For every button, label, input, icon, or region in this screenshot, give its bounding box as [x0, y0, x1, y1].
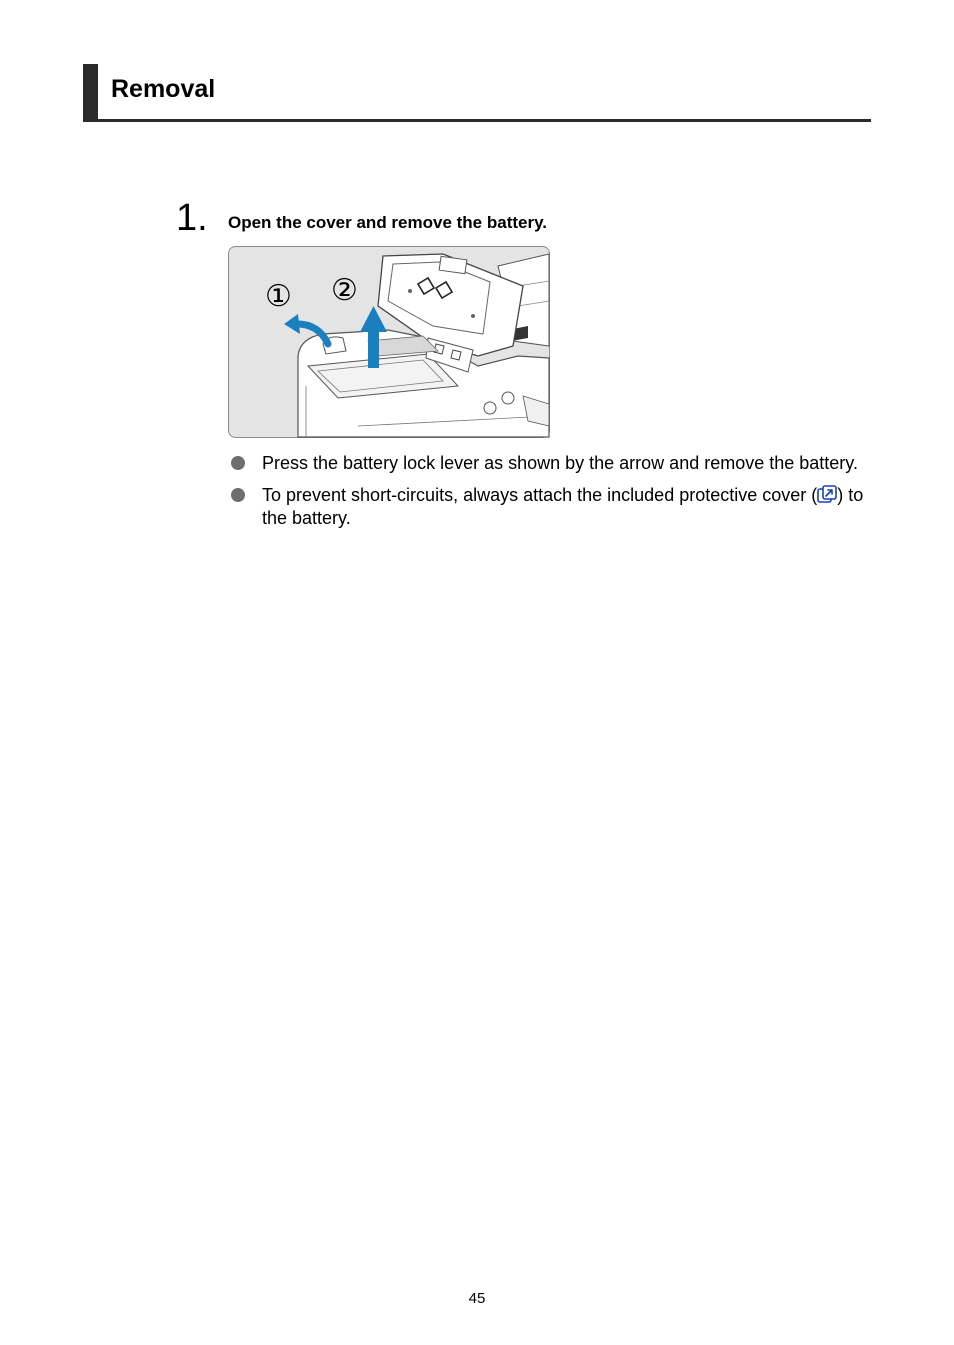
battery-removal-illustration — [228, 246, 550, 438]
page-number: 45 — [468, 1290, 486, 1307]
bullet-list — [228, 452, 868, 539]
callout-2-label: ② — [331, 273, 358, 308]
bullet-dot-icon — [231, 488, 245, 502]
header-accent-bar — [83, 64, 98, 122]
step-number: 1. — [176, 197, 208, 239]
bullet-text-after-icon: ) to the battery. — [262, 485, 864, 528]
bullet-text: Press the battery lock lever as shown by the arrow and remove the battery. — [262, 453, 858, 473]
bullet-text-before-icon: To prevent short-circuits, always attach the included protective cover ( — [262, 485, 818, 505]
step-instruction: Open the cover and remove the battery. — [228, 213, 547, 232]
header-underline — [83, 119, 871, 122]
link-reference-icon[interactable] — [817, 485, 837, 505]
section-header — [83, 64, 871, 122]
bullet-item — [228, 484, 868, 530]
bullet-item — [228, 452, 868, 475]
section-title: Removal — [111, 75, 216, 103]
bullet-dot-icon — [231, 456, 245, 470]
callout-1-label: ① — [265, 279, 292, 314]
